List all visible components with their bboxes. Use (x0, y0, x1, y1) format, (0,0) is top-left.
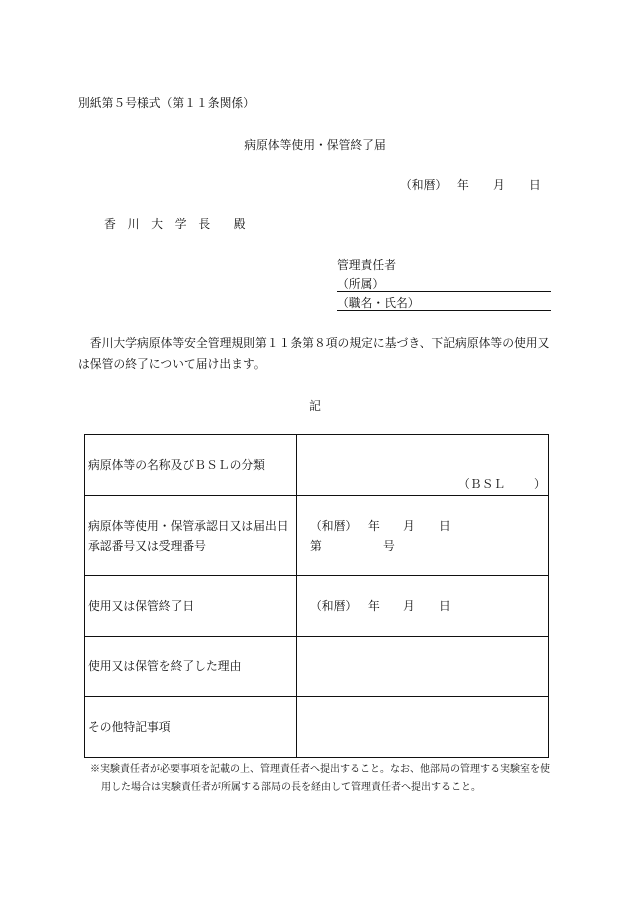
approval-number-suffix: 号 (383, 539, 395, 553)
name-label: （職名・氏名） (337, 296, 420, 310)
footnote-line: ※実験責任者が必要事項を記載の上、管理責任者へ提出すること。なお、他部局の管理する実験室を使 (90, 764, 550, 775)
affiliation-field (337, 277, 551, 292)
date-era: （和暦） (400, 178, 448, 192)
table-row-pathogen (85, 435, 548, 495)
table-label-cell (85, 637, 296, 696)
approval-day: 日 (439, 519, 451, 533)
submitter-heading: 管理責任者 (337, 258, 396, 272)
date-month: 月 (493, 178, 505, 192)
approval-label-line: 病原体等使用・保管承認日又は届出日 (88, 519, 289, 533)
approval-label-line: 承認番号又は受理番号 (88, 539, 206, 553)
other-label: その他特記事項 (88, 720, 171, 734)
body-line: 香川大学病原体等安全管理規則第１１条第８項の規定に基づき、下記病原体等の使用又 (78, 336, 550, 350)
table-label-cell (85, 576, 296, 636)
date-year: 年 (457, 178, 469, 192)
ki-heading: 記 (309, 399, 321, 413)
table-row-approval (85, 495, 548, 575)
end-date-label: 使用又は保管終了日 (88, 599, 195, 613)
other-value-cell (296, 697, 548, 757)
end-date-day: 日 (439, 599, 451, 613)
approval-month: 月 (403, 519, 415, 533)
end-date-era: （和暦） (310, 599, 358, 613)
table-label-cell (85, 496, 296, 575)
table-label-cell (85, 435, 296, 495)
pathogen-value-cell (296, 435, 548, 495)
date-day: 日 (529, 178, 541, 192)
body-line: は保管の終了について届け出ます。 (78, 357, 266, 371)
end-date-value-cell (296, 576, 548, 636)
document-title: 病原体等使用・保管終了届 (244, 138, 386, 152)
table-row-reason (85, 636, 548, 696)
form-reference: 別紙第５号様式（第１１条関係） (78, 96, 255, 110)
end-date-month: 月 (403, 599, 415, 613)
table-row-end-date (85, 575, 548, 636)
bsl-open: （ＢＳＬ (458, 477, 506, 491)
reason-value-cell (296, 637, 548, 696)
footnote-line: 用した場合は実験責任者が所属する部局の長を経由して管理責任者へ提出すること。 (101, 782, 481, 793)
pathogen-label: 病原体等の名称及びＢＳＬの分類 (88, 458, 265, 472)
bsl-close: ） (534, 477, 546, 491)
approval-era: （和暦） (310, 519, 358, 533)
name-field (337, 296, 551, 311)
addressee: 香 川 大 学 長 殿 (104, 217, 246, 231)
approval-year: 年 (368, 519, 380, 533)
affiliation-label: （所属） (337, 277, 385, 291)
reason-label: 使用又は保管を終了した理由 (88, 659, 242, 673)
table-row-other (85, 696, 548, 757)
approval-number-prefix: 第 (310, 539, 322, 553)
table-label-cell (85, 697, 296, 757)
end-date-year: 年 (368, 599, 380, 613)
approval-value-cell (296, 496, 548, 575)
details-table (84, 434, 549, 758)
